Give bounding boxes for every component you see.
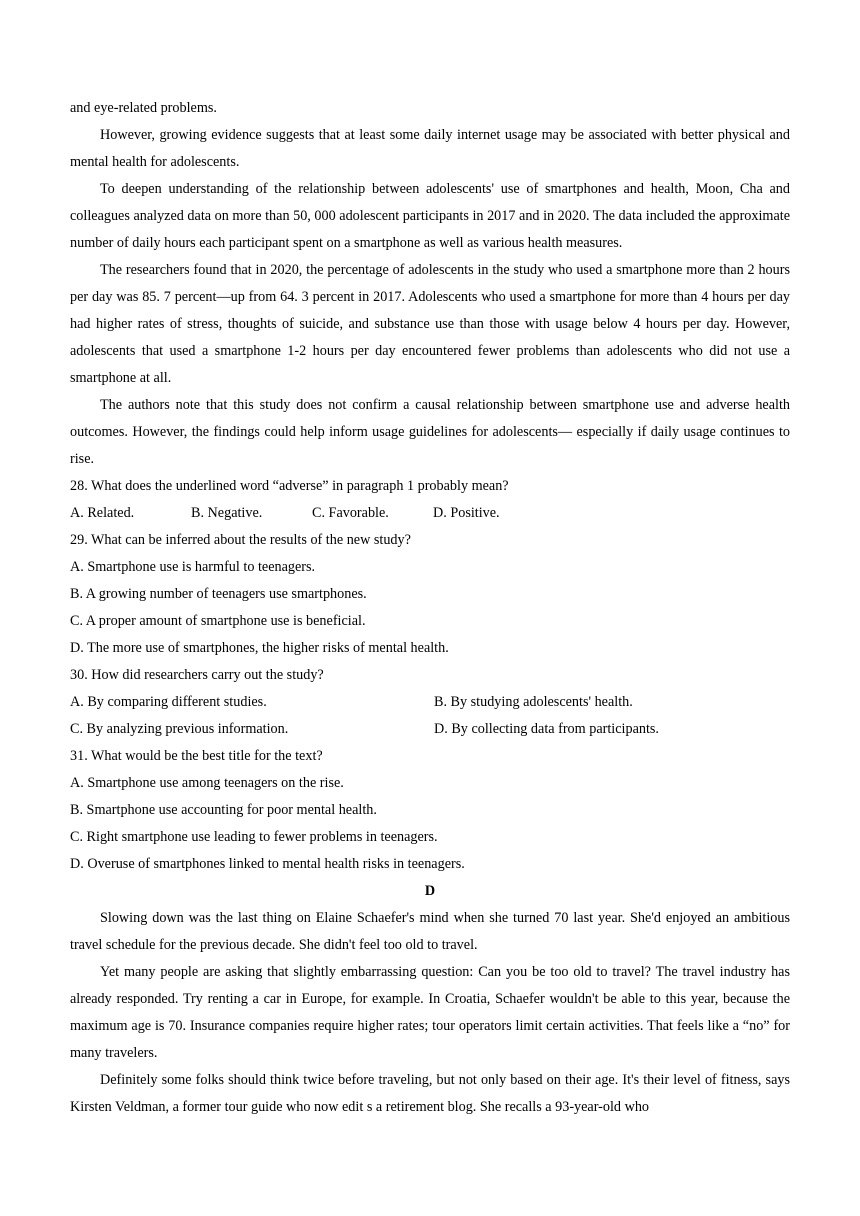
option-d: D. By collecting data from participants. — [434, 721, 659, 737]
option-c: C. Favorable. — [312, 505, 389, 521]
option-c: C. Right smartphone use leading to fewer problems in teenagers. — [70, 829, 438, 845]
question-30 — [70, 662, 790, 743]
question-stem: 30. How did researchers carry out the study? — [70, 667, 324, 683]
question-31 — [70, 743, 790, 878]
option-a: A. By comparing different studies. — [70, 694, 267, 710]
option-d: D. The more use of smartphones, the higher risks of mental health. — [70, 640, 449, 656]
option-a: A. Smartphone use among teenagers on the rise. — [70, 775, 344, 791]
option-b: B. Smartphone use accounting for poor mental health. — [70, 802, 377, 818]
paragraph: Definitely some folks should think twice before traveling, but not only based on their age. It's their level of fitness, says Kirsten Veldman, a former tour guide who now edit s a retirement blog. She recalls a 93-year-old who — [70, 1072, 790, 1115]
options-row — [70, 689, 790, 716]
options-row — [70, 500, 790, 527]
options-row — [70, 716, 790, 743]
paragraph: The authors note that this study does not confirm a causal relationship between smartphone use and adverse health outcomes. However, the findings could help inform usage guidelines for adolescents— especially if daily usage continues to rise. — [70, 397, 790, 467]
document-body — [70, 95, 790, 1121]
option-a: A. Smartphone use is harmful to teenagers. — [70, 559, 316, 575]
option-b: B. Negative. — [191, 505, 263, 521]
question-29 — [70, 527, 790, 662]
option-d: D. Overuse of smartphones linked to mental health risks in teenagers. — [70, 856, 465, 872]
paragraph: Slowing down was the last thing on Elaine Schaefer's mind when she turned 70 last year. She'd enjoyed an ambitious travel schedule for the previous decade. She didn't feel too old to travel. — [70, 910, 790, 953]
option-a: A. Related. — [70, 505, 135, 521]
option-d: D. Positive. — [433, 505, 500, 521]
paragraph: To deepen understanding of the relationship between adolescents' use of smartphones and health, Moon, Cha and colleagues analyzed data on more than 50, 000 adolescent participants in 2017 and in 2020. The data included the approximate number of daily hours each participant spent on a smartphone as well as various health measures. — [70, 181, 790, 251]
paragraph: However, growing evidence suggests that at least some daily internet usage may be associated with better physical and mental health for adolescents. — [70, 127, 790, 170]
question-stem: 28. What does the underlined word “adverse” in paragraph 1 probably mean? — [70, 478, 509, 494]
paragraph: Yet many people are asking that slightly embarrassing question: Can you be too old to travel? The travel industry has already responded. Try renting a car in Europe, for example. In Croatia, Schaefer wouldn't be able to this year, because the maximum age is 70. Insurance companies require higher rates; tour operators limit certain activities. That feels like a “no” for many travelers. — [70, 964, 790, 1061]
option-b: B. By studying adolescents' health. — [434, 694, 633, 710]
question-stem: 31. What would be the best title for the text? — [70, 748, 323, 764]
option-c: C. A proper amount of smartphone use is beneficial. — [70, 613, 366, 629]
question-28 — [70, 473, 790, 527]
option-b: B. A growing number of teenagers use smartphones. — [70, 586, 367, 602]
option-c: C. By analyzing previous information. — [70, 721, 289, 737]
paragraph: and eye-related problems. — [70, 100, 217, 116]
section-heading: D — [424, 883, 436, 899]
paragraph: The researchers found that in 2020, the percentage of adolescents in the study who used a smartphone more than 2 hours per day was 85. 7 percent—up from 64. 3 percent in 2017. Adolescents who used a smartphone for more than 4 hours per day had higher rates of stress, thoughts of suicide, and substance use than those with usage below 4 hours per day. However, adolescents that used a smartphone 1-2 hours per day encountered fewer problems than adolescents who did not use a smartphone at all. — [70, 262, 790, 386]
question-stem: 29. What can be inferred about the results of the new study? — [70, 532, 411, 548]
